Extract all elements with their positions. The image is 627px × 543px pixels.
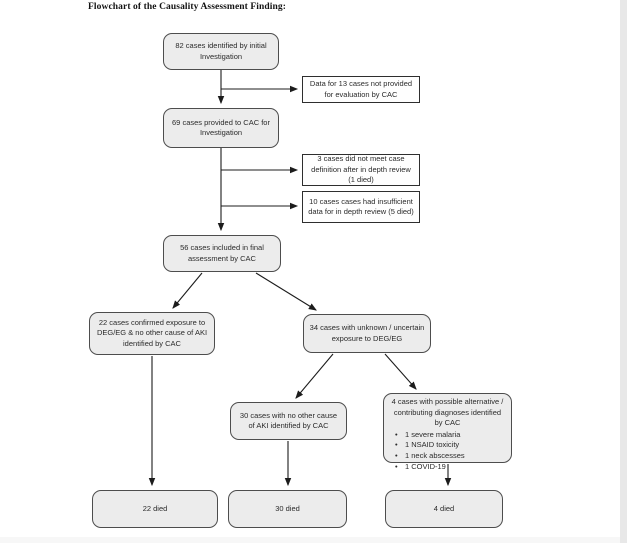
arrow-34-to-30 [296, 354, 333, 398]
node-30-died: 30 died [228, 490, 347, 528]
bullet-item: • 1 NSAID toxicity [390, 440, 505, 451]
arrow-34-to-4 [385, 354, 416, 389]
node-13-not-provided: Data for 13 cases not provided for evaluation by CAC [302, 76, 420, 103]
node-34-unknown-exposure: 34 cases with unknown / uncertain exposure to DEG/EG [303, 314, 431, 353]
bullet-item: • 1 neck abscesses [390, 451, 505, 462]
scanned-page-bottom-margin [0, 537, 620, 543]
node-22-died: 22 died [92, 490, 218, 528]
node-56-final-assessment: 56 cases included in final assessment by CAC [163, 235, 281, 272]
node-22-confirmed-exposure: 22 cases confirmed exposure to DEG/EG & no other cause of AKI identified by CAC [89, 312, 215, 355]
node-3-not-meet-definition: 3 cases did not meet case definition after in depth review (1 died) [302, 154, 420, 186]
node-10-insufficient-data: 10 cases cases had insufficient data for in depth review (5 died) [302, 191, 420, 223]
node-4-died: 4 died [385, 490, 503, 528]
arrow-56-to-34 [256, 273, 316, 310]
bullet-item: • 1 COVID-19 [390, 462, 505, 473]
page-title: Flowchart of the Causality Assessment Finding: [88, 2, 287, 12]
node-69-provided-to-cac: 69 cases provided to CAC for Investigation [163, 108, 279, 148]
arrow-56-to-22 [173, 273, 202, 308]
scanned-page-right-margin [620, 0, 627, 543]
bullet-item: • 1 severe malaria [390, 430, 505, 441]
node-30-no-other-cause: 30 cases with no other cause of AKI identified by CAC [230, 402, 347, 440]
node-4-bullet-list [390, 430, 505, 474]
node-4-title: 4 cases with possible alternative / contributing diagnoses identified by CAC [391, 397, 504, 427]
node-4-possible-alternative [383, 393, 512, 472]
node-82-identified: 82 cases identified by initial Investigation [163, 33, 279, 70]
